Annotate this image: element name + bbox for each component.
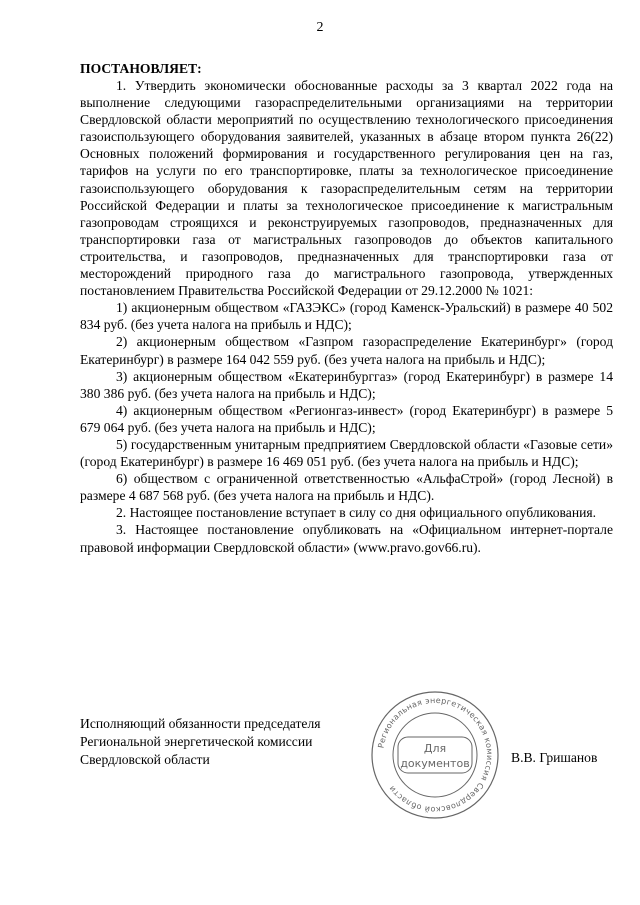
paragraph-3: 3. Настоящее постановление опубликовать на «Официальном интернет-портале правовой информации Свердловской области» (www.pravo.gov66.ru). bbox=[80, 522, 613, 555]
list-item-3: 3) акционерным обществом «Екатеринбурггаз» (город Екатеринбург) в размере 14 380 386 руб. (без учета налога на прибыль и НДС); bbox=[80, 368, 613, 401]
list-item-5: 5) государственным унитарным предприятием Свердловской области «Газовые сети» (город Екатеринбург) в размере 16 469 051 руб. (без учета налога на прибыль и НДС); bbox=[80, 436, 613, 470]
paragraph-2: 2. Настоящее постановление вступает в силу со дня официального опубликования. bbox=[116, 505, 597, 521]
signatory-position bbox=[80, 715, 370, 769]
list-item-2: 2) акционерным обществом «Газпром газораспределение Екатеринбург» (город Екатеринбург) в размере 164 042 559 руб. (без учета налога на прибыль и НДС); bbox=[80, 334, 613, 367]
signatory-name: В.В. Гришанов bbox=[511, 750, 598, 765]
list-item-6: 6) обществом с ограниченной ответственностью «АльфаСтрой» (город Лесной) в размере 4 687 568 руб. (без учета налога на прибыль и НДС). bbox=[80, 471, 613, 504]
document-body bbox=[80, 60, 613, 556]
stamp-center-line: документов bbox=[400, 757, 470, 770]
stamp-ring-text: Региональная энергетическая комиссия Свердловской области bbox=[376, 695, 495, 815]
stamp-seal-icon bbox=[368, 688, 502, 822]
paragraph-1: 1. Утвердить экономически обоснованные расходы за 3 квартал 2022 года на выполнение следующими газораспределительными организациями на территории Свердловской области мероприятий по осуществлению технологического присоединения газоиспользующего оборудования заявителей, указанных в абзаце втором пункта 26(22) Основных положений формирования и государственного регулирования цен на газ, тарифов на услуги по его транспортировке, платы за технологическое присоединение газоиспользующего оборудования к газораспределительным сетям на территории Российской Федерации и платы за технологическое присоединение к магистральным газопроводам строящихся и реконструируемых газопроводов, предназначенных для транспортировки газа от магистральных газопроводов до объектов капитального строительства, и газопроводов, предназначенных для транспортировки газа от месторождений природного газа до магистрального газопровода, утвержденных постановлением Правительства Российской Федерации от 29.12.2000 № 1021: bbox=[80, 78, 613, 299]
list-item-4: 4) акционерным обществом «Регионгаз-инвест» (город Екатеринбург) в размере 5 679 064 руб. (без учета налога на прибыль и НДС); bbox=[80, 402, 613, 435]
list-item-1: 1) акционерным обществом «ГАЗЭКС» (город Каменск-Уральский) в размере 40 502 834 руб. (без учета налога на прибыль и НДС); bbox=[80, 300, 613, 333]
resolution-heading: ПОСТАНОВЛЯЕТ: bbox=[80, 61, 202, 76]
position-line: Исполняющий обязанности председателя bbox=[80, 716, 321, 731]
position-line: Региональной энергетической комиссии bbox=[80, 734, 313, 749]
position-line: Свердловской области bbox=[80, 752, 210, 767]
page-number: 2 bbox=[316, 20, 324, 35]
stamp-center-line: Для bbox=[423, 742, 447, 755]
official-stamp bbox=[368, 688, 502, 822]
